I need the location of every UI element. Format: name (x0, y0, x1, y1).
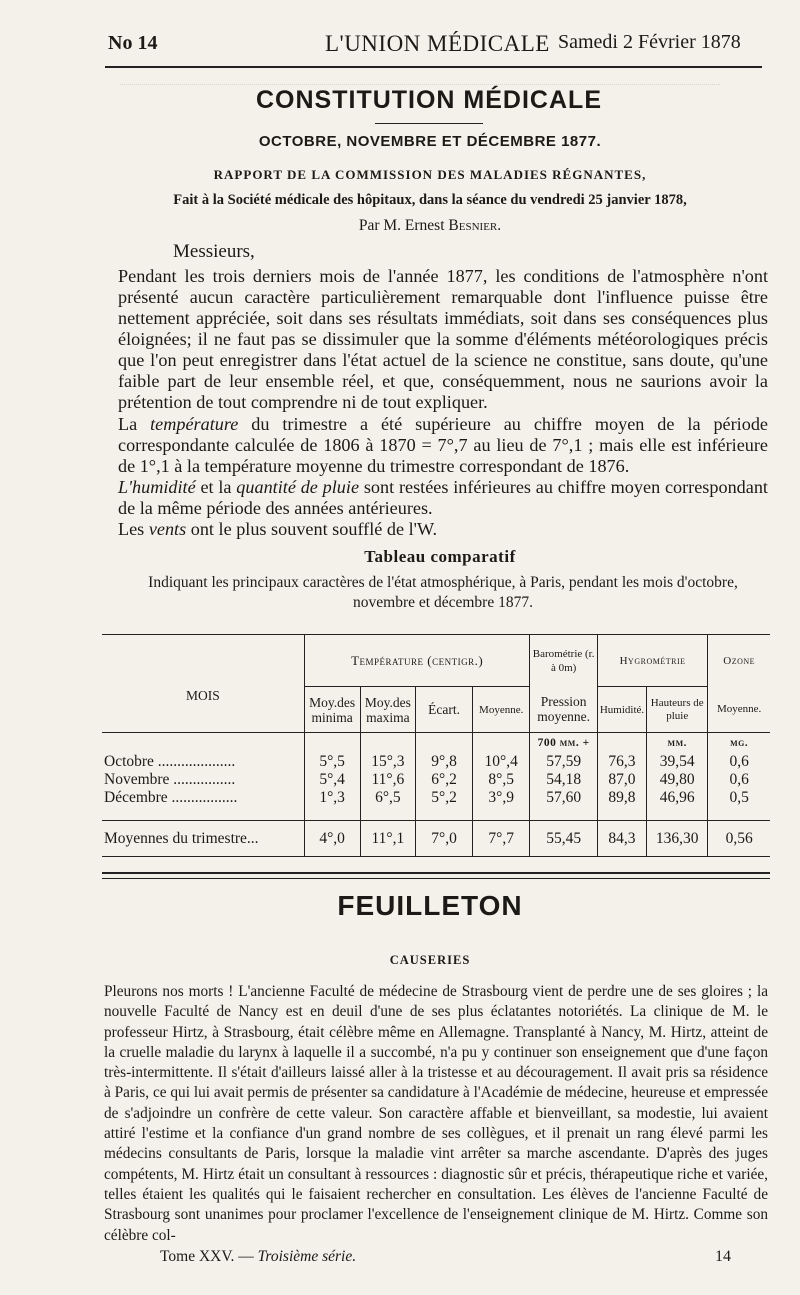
total-humid: 84,3 (597, 821, 646, 857)
unit-ozone-label: mg. (730, 736, 749, 749)
report-venue: Fait à la Société médicale des hôpitaux, dans la séance du vendredi 25 janvier 1878, (173, 192, 687, 208)
p4-b: ont le plus souvent soufflé de l'W. (186, 519, 437, 539)
header-ozone-moyenne (708, 687, 770, 733)
footer-volume-series: Troisième série. (257, 1248, 357, 1265)
unit-ozone (708, 733, 770, 753)
feuilleton-text: Pleurons nos morts ! L'ancienne Faculté de médecine de Strasbourg vient de perdre une de ses gloires ; la nouvelle Faculté de Nancy est en deuil d'une de ses plus éclatantes notoriétés. La clinique de M. le professeur Hirtz, à Strasbourg, était célèbre même en Allemagne. Transplanté à Nancy, M. Hirtz, atteint de la cruelle maladie du larynx à laquelle il a succombé, n'a pu y continuer son enseignement que d'une façon très-intermittente. Il s'était d'ailleurs laissé aller à la tristesse et au découragement. Il avait pris sa résidence à Paris, ce qui lui avait permis de présenter sa candidature à l'Académie de médecine, heureuse et empressée de s'adjoindre un confrère de cette valeur. Son caractère affable et bienveillant, sa modestie, lui avaient attiré l'estime et la confiance d'un grand nombre de ses collègues, et il prenait un rang élevé parmi les médecins consultants de Paris, lorsque la maladie vint arrêter sa marche ascendante. D'après des juges compétents, M. Hirtz était un consultant à ressources : diagnostic sûr et précis, thérapeutique riche et variée, telles étaient les qualités qui le faisaient rechercher en consultation. Les élèves de l'ancienne Faculté de Strasbourg sont unanimes pour proclamer l'excellence de l'enseignement clinique de M. Hirtz. Comme son célèbre col- (104, 983, 768, 1244)
paragraph-intro-text: Pendant les trois derniers mois de l'année 1877, les conditions de l'atmosphère n'ont présenté aucun caractère particulièrement remarquable dont l'influence puisse être nettement appréciée, soit dans ses résultats immédiats, soit dans ses conséquences plus éloignées; il ne faut pas se dissimuler que la somme d'éléments météorologiques précis que l'on peut enregistrer dans l'état actuel de la science ne constitue, sans doute, qu'une faible part de leur ensemble réel, et que, conséquemment, nous ne saurions avoir la prétention de tout comprendre ni de tout expliquer. (118, 266, 768, 412)
header-temperature-label: Température (centigr.) (351, 652, 484, 668)
table-title: Tableau comparatif (364, 547, 516, 566)
header-pression (530, 687, 597, 733)
cell-pression: 57,59 (530, 753, 597, 771)
header-pression-label: Pression moyenne. (537, 694, 591, 725)
header-pluie-label: Hauteurs de pluie (650, 696, 704, 722)
header-ozone (708, 635, 770, 687)
feuilleton-subtitle: CAUSERIES (389, 953, 471, 967)
paragraph-winds (118, 519, 768, 540)
header-rule (105, 66, 762, 68)
cell-moy: 8°,5 (472, 771, 529, 789)
cell-max: 6°,5 (360, 789, 416, 807)
table-row (102, 789, 770, 807)
section-dates: OCTOBRE, NOVEMBRE ET DÉCEMBRE 1877. (258, 133, 602, 150)
cell-humid: 89,8 (597, 789, 646, 807)
units-spacer (304, 733, 360, 753)
cell-humid: 76,3 (597, 753, 646, 771)
header-temperature (304, 635, 530, 687)
header-min-label: Moy.des minima (309, 694, 356, 725)
cell-pluie: 46,96 (647, 789, 708, 807)
header-mois-label: MOIS (186, 688, 220, 703)
header-pluie (647, 687, 708, 733)
cell-min: 5°,5 (304, 753, 360, 771)
cell-mois: Novembre ................ (104, 770, 236, 788)
p2-b: du trimestre a été supérieure au chiffre moyen de la période correspondante calculée de 1806 à 1870 = 7°,7 au lieu de 7°,1 ; mais elle est inférieure de 1°,1 à la température moyenne du trimestre correspondant de 1876. (118, 414, 768, 476)
unit-pluie-label: mm. (667, 736, 687, 749)
cell-max: 15°,3 (360, 753, 416, 771)
units-spacer (597, 733, 646, 753)
title-rule (375, 123, 483, 124)
p3-a: et la (195, 477, 237, 497)
issue-number: No 14 (108, 32, 158, 54)
meteo-table (102, 634, 770, 857)
cell-ozone: 0,6 (708, 753, 770, 771)
header-humidite (597, 687, 646, 733)
header-humidite-label: Humidité. (599, 703, 645, 716)
section-title: CONSTITUTION MÉDICALE (256, 86, 602, 114)
gap-cell (708, 807, 770, 821)
unit-pluie (647, 733, 708, 753)
total-ozone: 0,56 (708, 821, 770, 857)
gap-cell (472, 807, 529, 821)
salutation: Messieurs, (173, 241, 255, 262)
cell-moy: 10°,4 (472, 753, 529, 771)
cell-pression: 54,18 (530, 771, 597, 789)
cell-pression: 57,60 (530, 789, 597, 807)
cell-ozone: 0,6 (708, 771, 770, 789)
total-min: 4°,0 (304, 821, 360, 857)
gap-cell (304, 807, 360, 821)
header-max-label: Moy.des maxima (364, 694, 411, 725)
p2-em: température (150, 414, 239, 434)
report-author (100, 217, 760, 235)
gap-cell (102, 807, 304, 821)
header-barometrie-label: Barométrie (r. à 0m) (532, 647, 595, 674)
paragraph-intro (118, 266, 768, 413)
units-spacer (416, 733, 473, 753)
header-hygrometrie (597, 635, 707, 687)
units-spacer (472, 733, 529, 753)
gap-cell (597, 807, 646, 821)
header-moyenne-label: Moyenne. (479, 703, 524, 716)
author-name: Besnier. (448, 217, 502, 234)
p4-a: Les (118, 519, 149, 539)
header-barometrie (530, 635, 597, 687)
table-subtitle: Indiquant les principaux caractères de l'état atmosphérique, à Paris, pendant les mois d'octobre, novembre et décembre 1877. (148, 574, 738, 611)
total-ecart: 7°,0 (416, 821, 473, 857)
total-max: 11°,1 (360, 821, 416, 857)
total-pression: 55,45 (530, 821, 597, 857)
p4-em: vents (148, 519, 187, 539)
cell-pluie: 49,80 (647, 771, 708, 789)
total-pluie: 136,30 (647, 821, 708, 857)
cell-max: 11°,6 (360, 771, 416, 789)
table-row-total (102, 821, 770, 857)
total-moy: 7°,7 (472, 821, 529, 857)
table-row (102, 771, 770, 789)
p3-em2: quantité de pluie (236, 477, 360, 497)
paragraph-temperature (118, 414, 768, 477)
feuilleton-rule-thin (102, 878, 770, 879)
header-ozone-moyenne-label: Moyenne. (716, 703, 762, 716)
header-ecart (416, 687, 473, 733)
cell-ecart: 6°,2 (416, 771, 473, 789)
feuilleton-title: FEUILLETON (337, 890, 523, 921)
cell-mois: Octobre .................... (104, 752, 236, 770)
p3-b: sont restées inférieures au chiffre moyen correspondant de la même période des années antérieures. (118, 477, 768, 518)
cell-moy: 3°,9 (472, 789, 529, 807)
header-moyenne (472, 687, 529, 733)
header-max (360, 687, 416, 733)
issue-date: Samedi 2 Février 1878 (558, 31, 741, 53)
journal-title: L'UNION MÉDICALE (325, 31, 550, 56)
footer-page-number: 14 (715, 1248, 731, 1265)
header-mois (102, 635, 304, 733)
total-mois: Moyennes du trimestre... (102, 821, 304, 857)
table-row (102, 753, 770, 771)
p3-em1: L'humidité (118, 477, 196, 497)
cell-mois: Décembre ................. (104, 788, 238, 806)
cell-min: 5°,4 (304, 771, 360, 789)
header-ozone-label: Ozone (723, 654, 756, 667)
footer-volume-a: Tome XXV. — (160, 1248, 258, 1265)
header-hygrometrie-label: Hygrométrie (619, 654, 686, 667)
gap-cell (647, 807, 708, 821)
author-prefix: Par M. Ernest (358, 217, 449, 234)
unit-barometrie (530, 733, 597, 753)
unit-barometrie-label: 700 mm. + (537, 736, 590, 749)
gap-cell (530, 807, 597, 821)
cell-ozone: 0,5 (708, 789, 770, 807)
cell-min: 1°,3 (304, 789, 360, 807)
cell-ecart: 5°,2 (416, 789, 473, 807)
header-ecart-label: Écart. (428, 701, 460, 717)
paragraph-humidity (118, 477, 768, 519)
gap-cell (360, 807, 416, 821)
units-spacer (360, 733, 416, 753)
p2-a: La (118, 414, 151, 434)
header-min (304, 687, 360, 733)
cell-ecart: 9°,8 (416, 753, 473, 771)
cell-humid: 87,0 (597, 771, 646, 789)
report-heading: RAPPORT DE LA COMMISSION DES MALADIES RÉGNANTES, (213, 167, 647, 182)
gap-cell (416, 807, 473, 821)
footer-volume (160, 1248, 356, 1266)
units-spacer (102, 733, 304, 753)
feuilleton-rule-thick (102, 872, 770, 874)
cell-pluie: 39,54 (647, 753, 708, 771)
